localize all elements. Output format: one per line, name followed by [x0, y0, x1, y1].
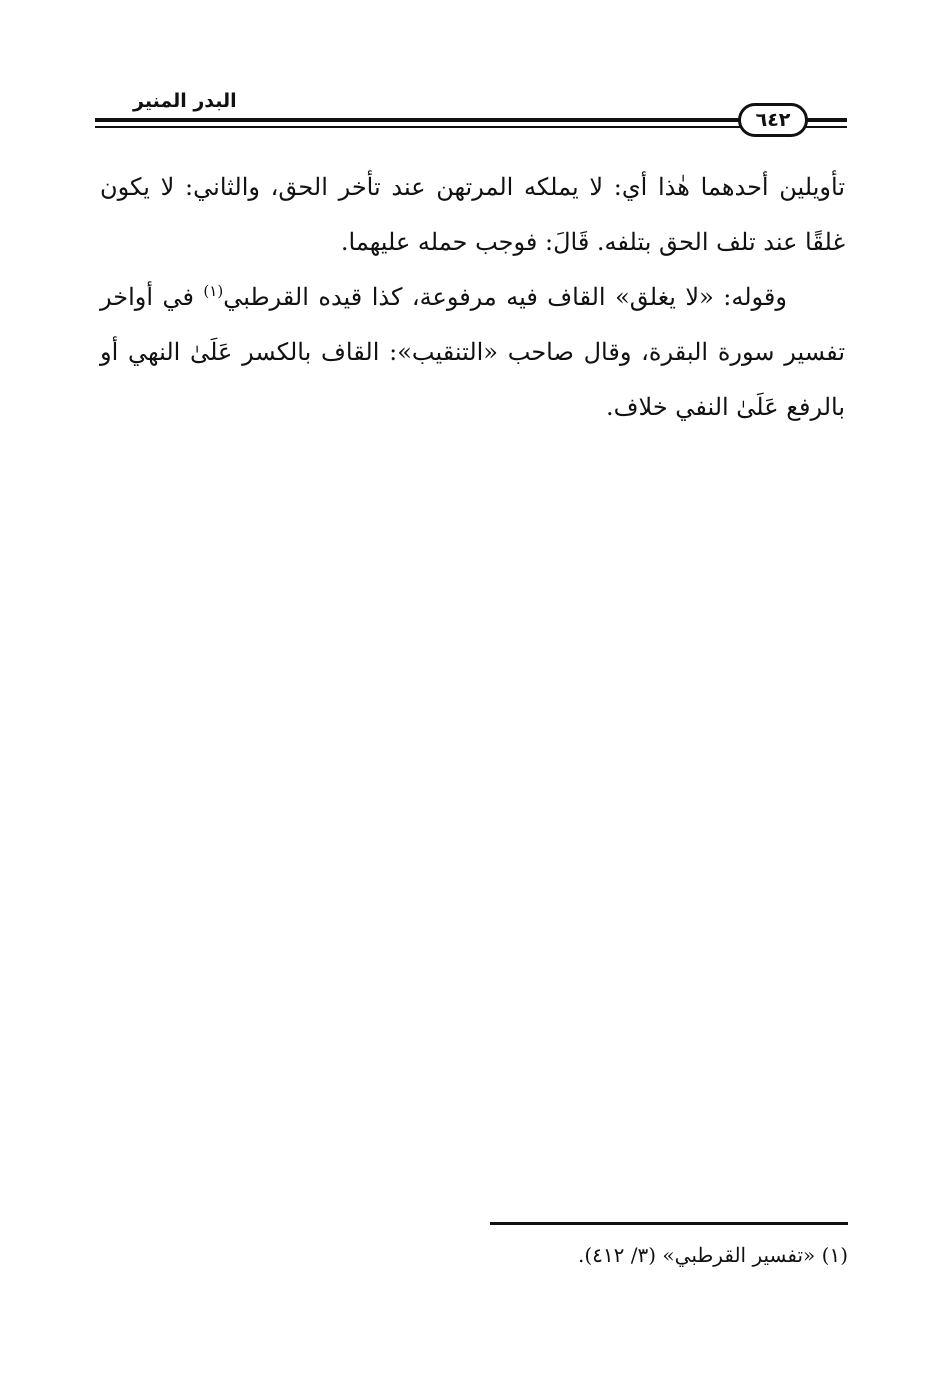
main-text [100, 160, 845, 435]
footnote-separator [490, 1222, 848, 1225]
header-rule-thick [95, 118, 847, 122]
footnote: (١) «تفسير القرطبي» (٣/ ٤١٢). [578, 1243, 848, 1267]
paragraph-text: وقوله: «لا يغلق» القاف فيه مرفوعة، كذا قيده القرطبي [223, 283, 787, 311]
page-header [95, 88, 847, 134]
page-number: ٦٤٢ [738, 103, 808, 137]
header-rule-thin [95, 126, 847, 128]
footnote-reference[interactable]: (١) [203, 282, 224, 300]
paragraph [100, 270, 845, 435]
paragraph: تأويلين أحدهما هٰذا أي: لا يملكه المرتهن عند تأخر الحق، والثاني: لا يكون غلقًا عند تلف الحق بتلفه. قَالَ: فوجب حمله عليهما. [100, 173, 845, 256]
running-title: البدر المنير [133, 90, 237, 112]
paragraph-text: في أواخر تفسير سورة البقرة، وقال صاحب «التنقيب»: القاف بالكسر عَلَىٰ النهي أو بالرفع عَلَىٰ النفي خلاف. [100, 283, 845, 421]
